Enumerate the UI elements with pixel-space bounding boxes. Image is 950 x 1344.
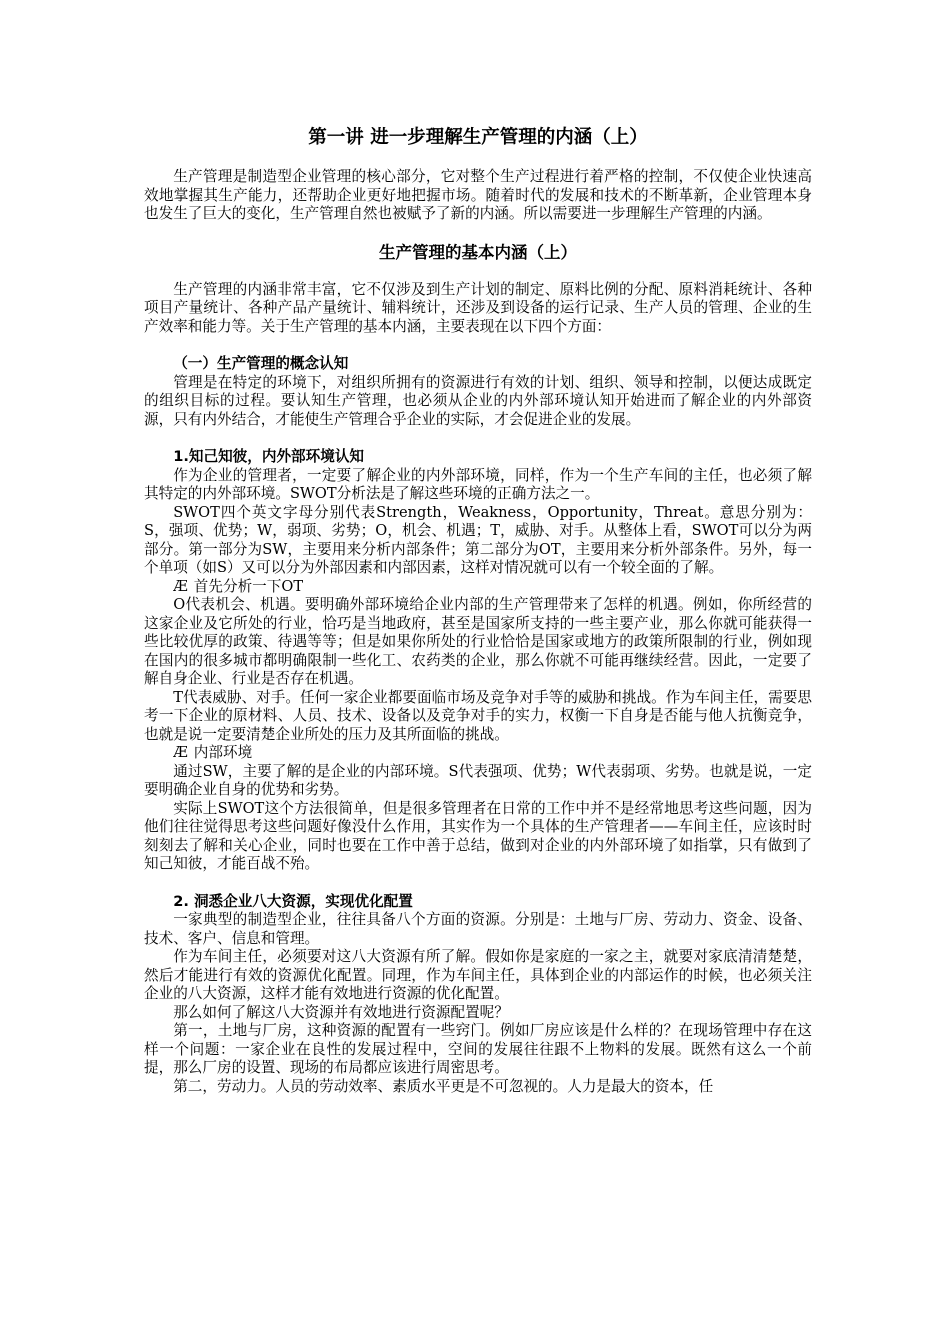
bullet-mark: Æ	[173, 744, 188, 761]
sub2-paragraph-4: 第一，土地与厂房，这种资源的配置有一些窍门。例如厂房应该是什么样的？在现场管理中存在这样一个问题：一家企业在良性的发展过程中，空间的发展往往跟不上物料的发展。既然有这么一个前提，那么厂房的设置、现场的布局都应该进行周密思考。	[144, 1022, 812, 1076]
bullet-item-ot	[144, 578, 812, 597]
sub2-paragraph-5: 第二，劳动力。人员的劳动效率、素质水平更是不可忽视的。人力是最大的资本，任	[173, 1077, 714, 1095]
sub1-paragraph-5: 通过SW，主要了解的是企业的内部环境。S代表强项、优势；W代表弱项、劣势。也就是说，一定要明确企业自身的优势和劣势。	[144, 762, 812, 798]
sub1-heading: 1.知己知彼，内外部环境认知	[173, 448, 365, 465]
section1-paragraph: 管理是在特定的环境下，对组织所拥有的资源进行有效的计划、组织、领导和控制，以便达成既定的组织目标的过程。要认知生产管理，也必须从企业的内外部环境认知开始进而了解企业的内外部资源，只有内外结合，才能使生产管理合乎企业的实际，才会促进企业的发展。	[144, 373, 812, 428]
sub1-paragraph-2: SWOT四个英文字母分别代表Strength，Weakness，Opportunity，Threat。意思分别为：S，强项、优势；W，弱项、劣势；O，机会、机遇；T，威胁、对手。从整体上看，SWOT可以分为两部分。第一部分为SW，主要用来分析内部条件；第二部分为OT，主要用来分析外部条件。另外，每一个单项（如S）又可以分为外部因素和内部因素，这样对情况就可以有一个较全面的了解。	[144, 503, 812, 576]
sub2-heading: 2. 洞悉企业八大资源，实现优化配置	[173, 892, 413, 910]
bullet-mark: Æ	[173, 577, 188, 595]
sub1-paragraph-3: O代表机会、机遇。要明确外部环境给企业内部的生产管理带来了怎样的机遇。例如，你所经营的这家企业及它所处的行业，恰巧是当地政府，甚至是国家所支持的一些主要产业，那么你就可能获得一些比较优厚的政策、待遇等等；但是如果你所处的行业恰恰是国家或地方的政策所限制的行业，例如现在国内的很多城市都明确限制一些化工、农药类的企业，那么你就不可能再继续经营。因此，一定要了解自身企业、行业是否存在机遇。	[144, 596, 812, 687]
page-title: 第一讲 进一步理解生产管理的内涵（上）	[308, 127, 648, 148]
section1-heading: （一）生产管理的概念认知	[173, 355, 349, 372]
basic-paragraph: 生产管理的内涵非常丰富，它不仅涉及到生产计划的制定、原料比例的分配、原料消耗统计、各种项目产量统计、各种产品产量统计、辅料统计，还涉及到设备的运行记录、生产人员的管理、企业的生产效率和能力等。关于生产管理的基本内涵，主要表现在以下四个方面：	[144, 280, 812, 335]
bullet-item-internal	[144, 744, 812, 763]
bullet-text: 内部环境	[193, 744, 253, 761]
sub1-paragraph-1: 作为企业的管理者，一定要了解企业的内外部环境，同样，作为一个生产车间的主任，也必须了解其特定的内外部环境。SWOT分析法是了解这些环境的正确方法之一。	[144, 466, 812, 502]
section-subtitle: 生产管理的基本内涵（上）	[379, 242, 577, 262]
sub1-paragraph-4: T代表威胁、对手。任何一家企业都要面临市场及竞争对手等的威胁和挑战。作为车间主任，需要思考一下企业的原材料、人员、技术、设备以及竞争对手的实力，权衡一下自身是否能与他人抗衡竞争，也就是说一定要清楚企业所处的压力及其所面临的挑战。	[144, 688, 812, 743]
sub2-paragraph-1: 一家典型的制造型企业，往往具备八个方面的资源。分别是：土地与厂房、劳动力、资金、设备、技术、客户、信息和管理。	[144, 911, 812, 947]
intro-paragraph: 生产管理是制造型企业管理的核心部分，它对整个生产过程进行着严格的控制，不仅使企业快速高效地掌握其生产能力，还帮助企业更好地把握市场。随着时代的发展和技术的不断革新，企业管理本身也发生了巨大的变化，生产管理自然也被赋予了新的内涵。所以需要进一步理解生产管理的内涵。	[144, 168, 812, 222]
sub1-paragraph-6: 实际上SWOT这个方法很简单，但是很多管理者在日常的工作中并不是经常地思考这些问题，因为他们往往觉得思考这些问题好像没什么作用，其实作为一个具体的生产管理者——车间主任，应该时时刻刻去了解和关心企业，同时也要在工作中善于总结，做到对企业的内外部环境了如指掌，只有做到了知己知彼，才能百战不殆。	[144, 799, 812, 872]
bullet-text: 首先分析一下OT	[193, 577, 304, 595]
sub2-paragraph-3: 那么如何了解这八大资源并有效地进行资源配置呢？	[173, 1003, 509, 1021]
sub2-paragraph-2: 作为车间主任，必须要对这八大资源有所了解。假如你是家庭的一家之主，就要对家底清清楚楚，然后才能进行有效的资源优化配置。同理，作为车间主任，具体到企业的内部运作的时候，也必须关注企业的八大资源，这样才能有效地进行资源的优化配置。	[144, 948, 812, 1002]
